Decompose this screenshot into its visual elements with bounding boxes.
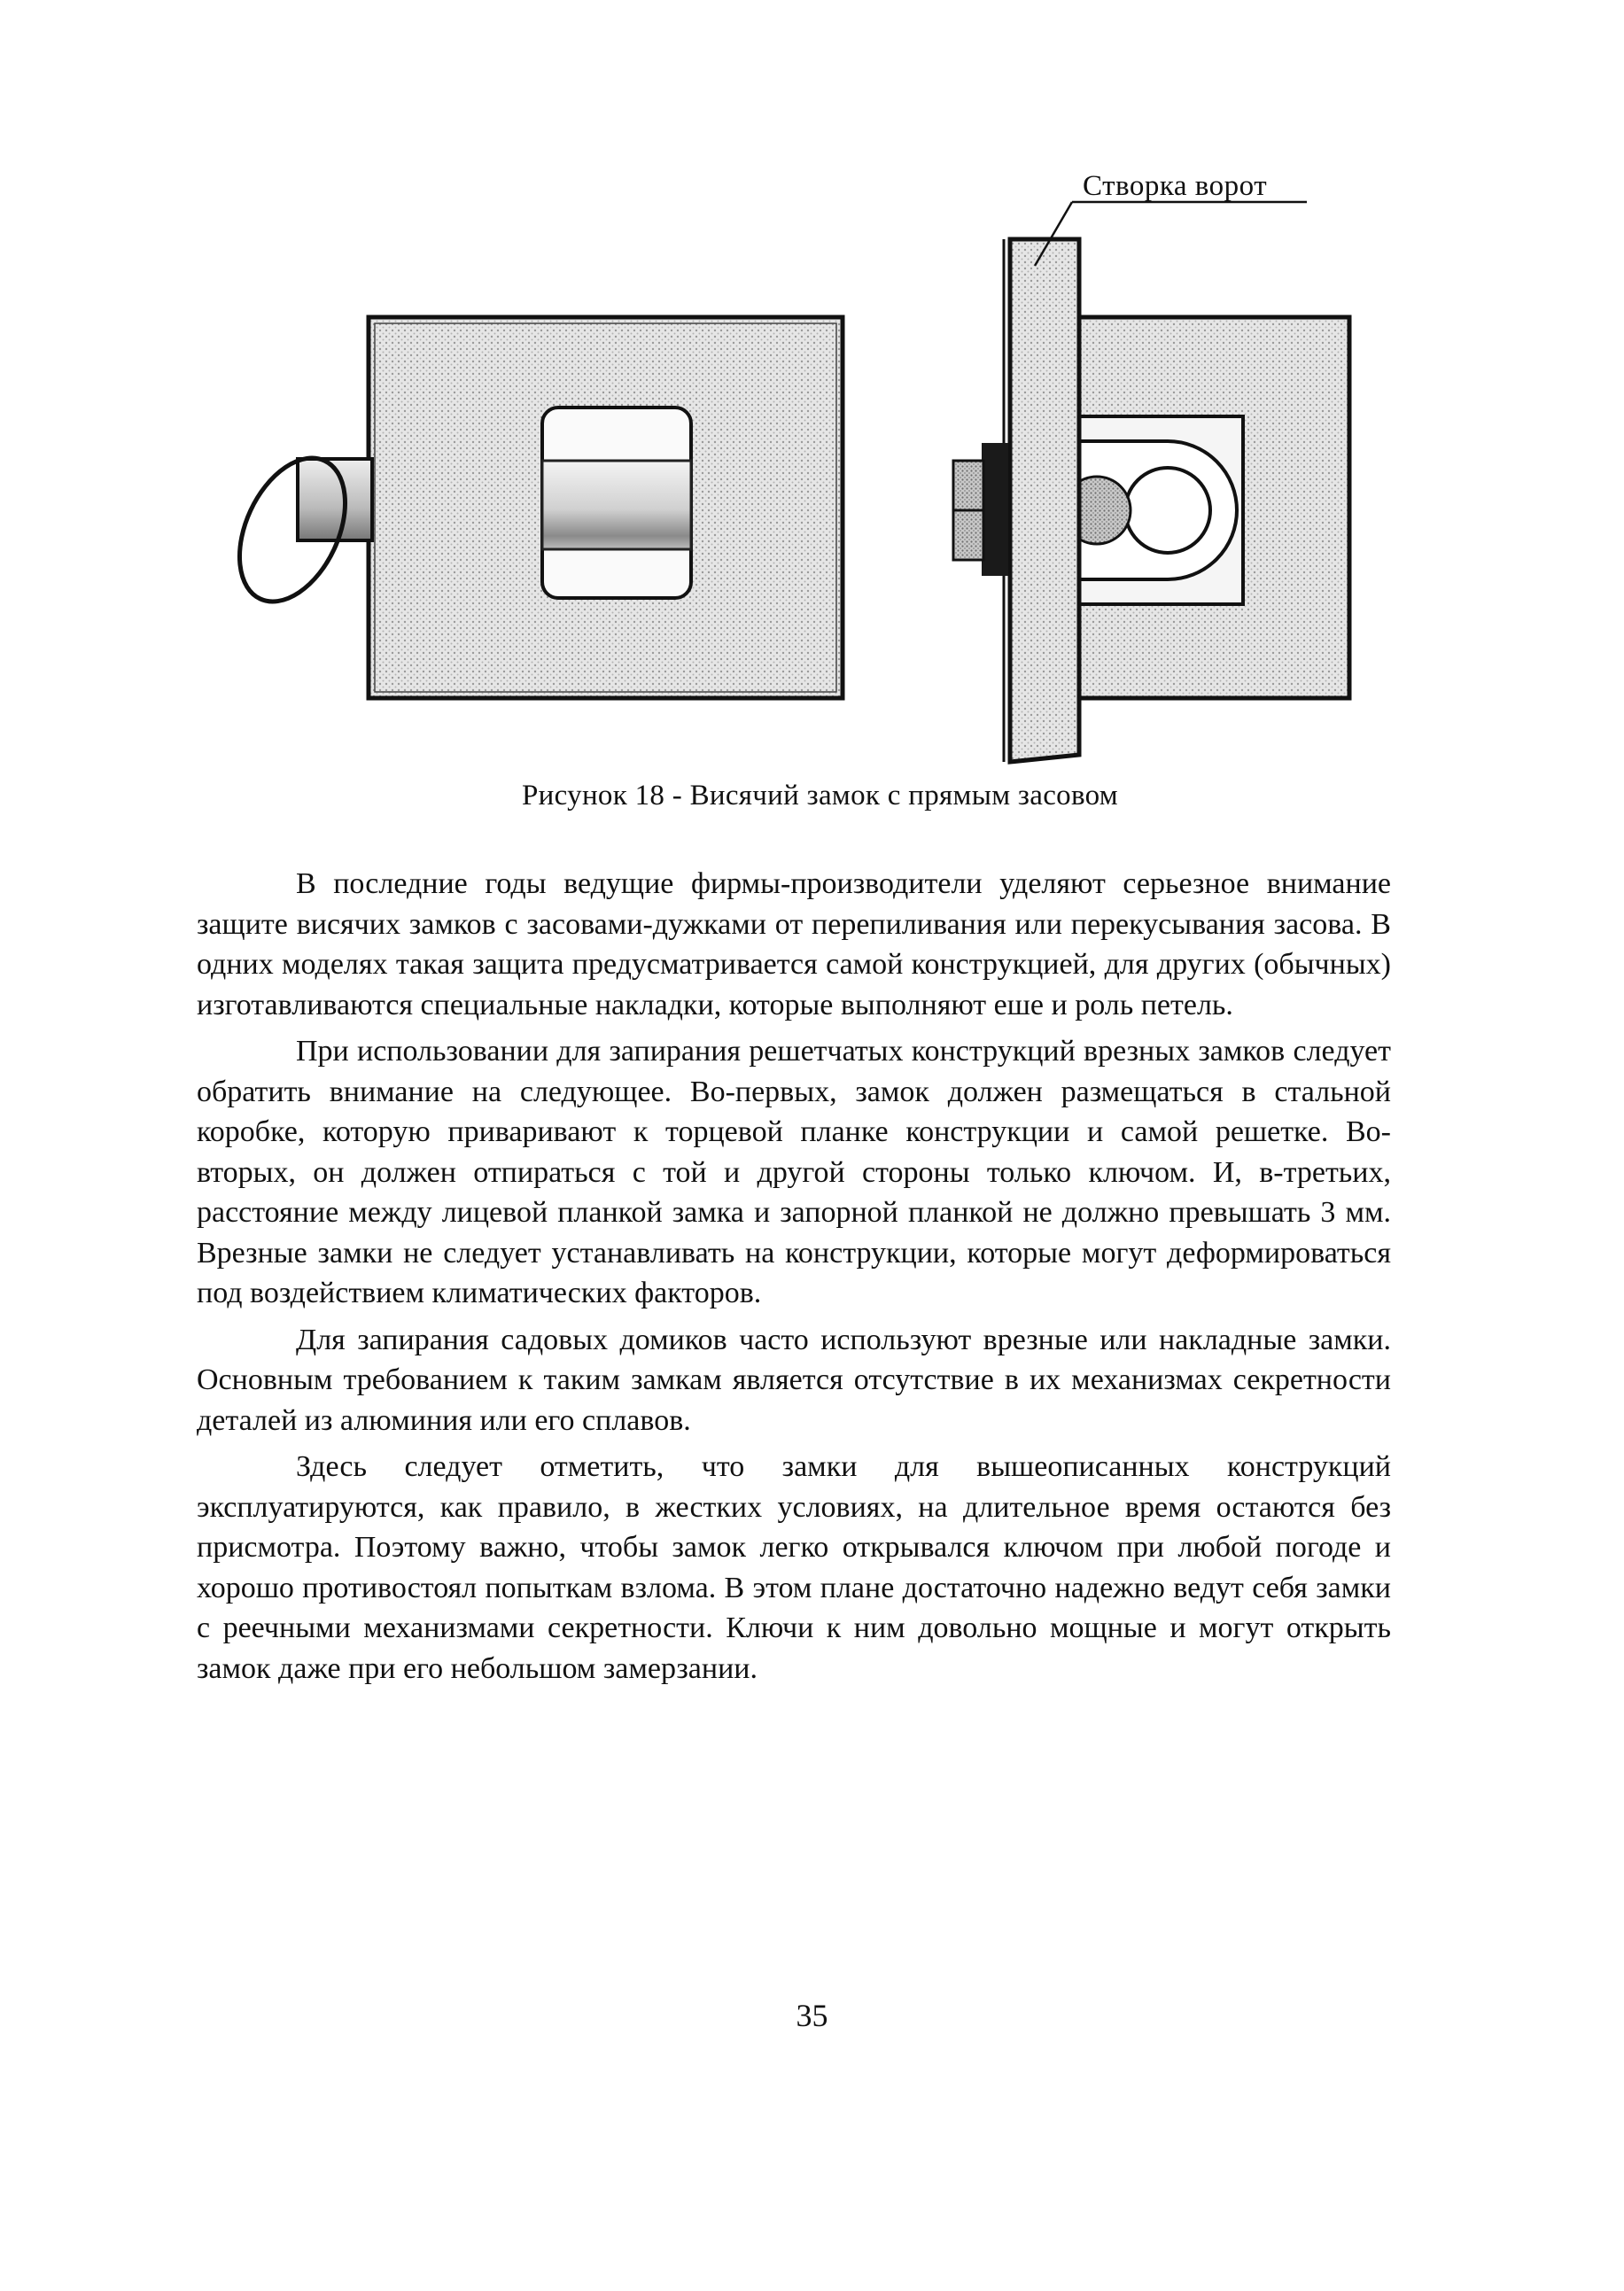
- paragraph: Для запирания садовых домиков часто используют врезные или накладные замки. Основным требованием к таким замкам является отсутствие в их механизмах секретности деталей из алюминия или его сплавов.: [197, 1323, 1391, 1437]
- bolt-cylinder: [542, 461, 691, 549]
- padlock-drawing: [0, 0, 1624, 780]
- caption-text: Рисунок 18 - Висячий замок с прямым засовом: [522, 780, 1118, 812]
- figure-caption: [0, 780, 1624, 812]
- bolt-hole: [1125, 468, 1210, 553]
- gate-leaf: [1010, 239, 1079, 762]
- padlock-front-view: [219, 317, 843, 698]
- callout-label-gate-leaf: Створка ворот: [1083, 170, 1268, 202]
- body-text: [197, 864, 1391, 1695]
- paragraph: Здесь следует отметить, что замки для вышеописанных конструкций эксплуатируются, как правило, в жестких условиях, на длительное время остаются без присмотра. Поэтому важно, чтобы замок легко открывался ключом при любой погоде и хорошо противостоял попыткам взлома. В этом плане достаточно надежно ведут себя замки с реечными механизмами секретности. Ключи к ним довольно мощные и могут открыть замок даже при его небольшом замерзании.: [197, 1450, 1391, 1685]
- washer: [982, 443, 1008, 576]
- page-number: 35: [796, 1998, 828, 2033]
- figure-padlock: [0, 0, 1624, 780]
- paragraph: При использовании для запирания решетчатых конструкций врезных замков следует обратить внимание на следующее. Во-первых, замок должен размещаться в стальной коробке, которую приваривают к торцевой планке конструкции и самой решетке. Во-вторых, он должен отпираться с той и другой стороны только ключом. И, в-третьих, расстояние между лицевой планкой замка и запорной планкой не должно превышать 3 мм. Врезные замки не следует устанавливать на конструкции, которые могут деформироваться под воздействием климатических факторов.: [197, 1035, 1391, 1309]
- padlock-side-view: [953, 202, 1349, 762]
- paragraph: В последние годы ведущие фирмы-производители уделяют серьезное внимание защите висячих замков с засовами-дужками от перепиливания или перекусывания засова. В одних моделях такая защита предусматривается самой конструкцией, для других (обычных) изготавливаются специальные накладки, которые выполняют еше и роль петель.: [197, 867, 1391, 1021]
